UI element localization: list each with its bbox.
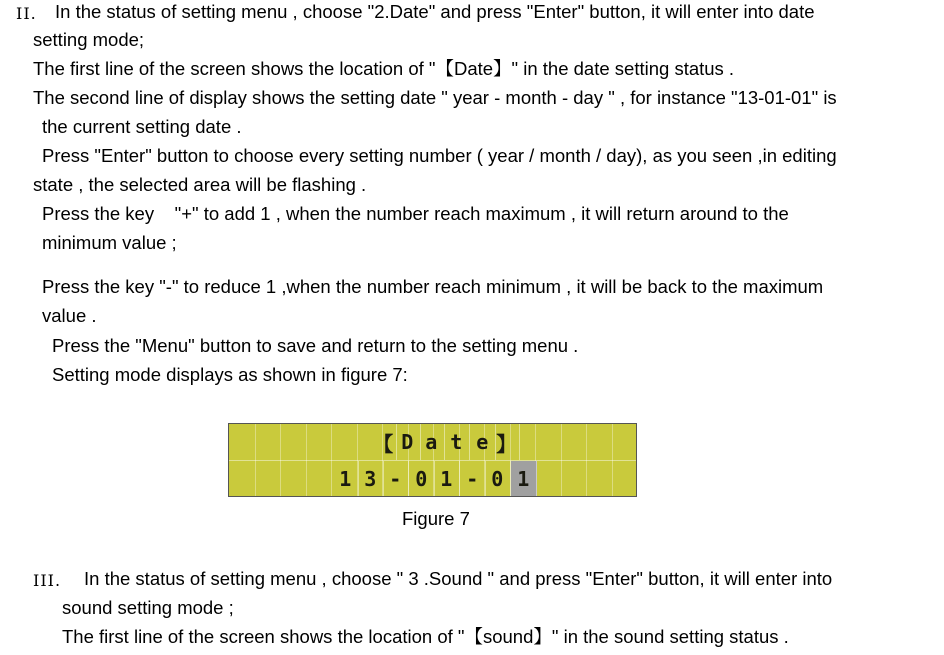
lcd-char: 【: [371, 424, 397, 460]
section-2-line-10: Press the key "-" to reduce 1 ,when the number reach minimum , it will be back to the maximum: [42, 276, 824, 297]
section-3-line-2: sound setting mode ;: [62, 597, 234, 618]
lcd-char: 0: [485, 461, 511, 497]
lcd-char: 3: [358, 461, 384, 497]
lcd-row-2: [229, 461, 636, 497]
lcd-display: [228, 423, 637, 497]
section-2-numeral: II.: [16, 4, 37, 23]
lcd-char-selected: 1: [511, 461, 537, 497]
lcd-char: e: [470, 424, 496, 460]
lcd-char: 0: [409, 461, 435, 497]
lcd-char: 1: [434, 461, 460, 497]
section-2-line-6: Press "Enter" button to choose every setting number ( year / month / day), as you seen ,in editing: [42, 145, 837, 166]
section-2-line-8: Press the key "+" to add 1 , when the number reach maximum , it will return around to the: [42, 203, 789, 224]
section-2-line-11: value .: [42, 305, 97, 326]
lcd-char: a: [419, 424, 445, 460]
lcd-char: -: [383, 461, 409, 497]
lcd-row-1: [229, 424, 636, 460]
lcd-char: -: [460, 461, 486, 497]
section-3-line-1: In the status of setting menu , choose " 3 .Sound " and press "Enter" button, it will enter into: [84, 568, 833, 589]
lcd-char: t: [444, 424, 470, 460]
section-2-line-4: The second line of display shows the setting date " year - month - day " , for instance "13-01-01" is: [33, 87, 837, 108]
figure-caption: Figure 7: [402, 508, 470, 529]
section-3-line-3: The first line of the screen shows the location of "【sound】" in the sound setting status .: [62, 626, 789, 647]
section-2-line-12: Press the "Menu" button to save and return to the setting menu .: [52, 335, 579, 356]
section-2-line-9: minimum value ;: [42, 232, 177, 253]
lcd-char: D: [395, 424, 421, 460]
section-2-line-3: The first line of the screen shows the location of "【Date】" in the date setting status .: [33, 58, 735, 79]
section-2-line-2: setting mode;: [33, 29, 145, 50]
lcd-char: 】: [494, 424, 520, 460]
section-2-line-1: In the status of setting menu , choose "2.Date" and press "Enter" button, it will enter into date: [55, 1, 815, 22]
section-3-numeral: III.: [33, 571, 62, 590]
lcd-char: 1: [333, 461, 359, 497]
section-2-line-7: state , the selected area will be flashing .: [33, 174, 367, 195]
section-2-line-5: the current setting date .: [42, 116, 242, 137]
section-2-line-13: Setting mode displays as shown in figure 7:: [52, 364, 408, 385]
